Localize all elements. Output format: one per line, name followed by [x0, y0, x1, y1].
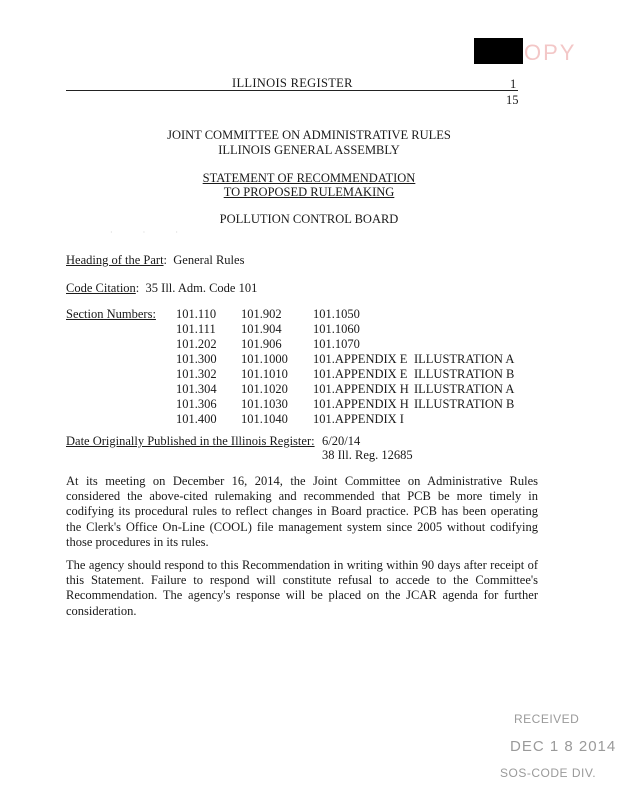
publication-label-wrap [66, 434, 315, 449]
section-cell: ILLUSTRATION B [414, 397, 515, 411]
section-cell: 101.202 [176, 337, 217, 351]
agency-name: POLLUTION CONTROL BOARD [219, 212, 399, 226]
statement-title-line2-wrap [66, 185, 552, 200]
code-citation [66, 281, 257, 296]
section-cell: 101.APPENDIX E [313, 367, 408, 381]
header-rule [66, 90, 518, 91]
section-cell: 101.300 [176, 352, 217, 366]
page-number: 1 [510, 77, 517, 91]
copy-watermark: OPY [524, 40, 577, 65]
section-cell: 101.1010 [241, 367, 288, 381]
section-cell: 101.1000 [241, 352, 288, 366]
assembly-name: ILLINOIS GENERAL ASSEMBLY [218, 143, 400, 157]
section-numbers-table-wrap [176, 307, 534, 427]
colon: : [135, 281, 140, 295]
section-cell: 101.1020 [241, 382, 288, 396]
section-cell: 101.1050 [313, 307, 360, 321]
section-cell: 101.906 [241, 337, 282, 351]
received-stamp-title: RECEIVED [514, 712, 580, 726]
recommendation-paragraph: At its meeting on December 16, 2014, the Joint Committee on Administrative Rules considered the above-cited rulemaking and recommended that PCB be more timely in codifying its procedural rules to reflect changes in Board practice. PCB has been operating the Clerk's Office On-Line (COOL) file management system since 2005 without codifying those procedures in its rules. [66, 474, 538, 549]
statement-title-line2: TO PROPOSED RULEMAKING [223, 185, 395, 199]
statement-title-line1-wrap [66, 171, 552, 186]
section-cell [414, 337, 534, 352]
section-row [176, 307, 534, 322]
committee-name: JOINT COMMITTEE ON ADMINISTRATIVE RULES [167, 128, 451, 142]
section-cell: 101.304 [176, 382, 217, 396]
redaction-block [474, 38, 523, 64]
section-numbers-table [176, 307, 534, 427]
section-cell: 101.306 [176, 397, 217, 411]
section-cell [414, 307, 534, 322]
section-cell: 101.904 [241, 322, 282, 336]
publication-citation: 38 Ill. Reg. 12685 [322, 448, 413, 462]
heading-of-part-value: General Rules [173, 253, 245, 267]
response-paragraph: The agency should respond to this Recommendation in writing within 90 days after receipt of this Statement. Failure to respond will constitute refusal to accede to the Committee's Recommendation. The agency's response will be placed on the JCAR agenda for further consideration. [66, 558, 538, 618]
section-cell: ILLUSTRATION A [414, 382, 515, 396]
section-cell: 101.APPENDIX I [313, 412, 404, 426]
colon: : [163, 253, 168, 267]
section-cell [414, 322, 534, 337]
section-cell: 101.110 [176, 307, 217, 321]
publication-date: 6/20/14 [322, 434, 361, 448]
publication-label: Date Originally Published in the Illinois Register: [66, 434, 315, 448]
section-cell: 101.1060 [313, 322, 360, 336]
section-cell [414, 412, 534, 427]
section-cell: 101.1070 [313, 337, 360, 351]
heading-of-part-label: Heading of the Part [66, 253, 164, 267]
section-cell: ILLUSTRATION A [414, 352, 515, 366]
section-cell: 101.902 [241, 307, 282, 321]
section-row [176, 397, 534, 412]
section-row [176, 337, 534, 352]
scan-specks: · · · [110, 228, 192, 237]
section-cell: 101.302 [176, 367, 217, 381]
section-row [176, 412, 534, 427]
statement-title-line1: STATEMENT OF RECOMMENDATION [202, 171, 416, 185]
section-cell: 101.1040 [241, 412, 288, 426]
section-row [176, 352, 534, 367]
section-cell: ILLUSTRATION B [414, 367, 515, 381]
section-cell: 101.APPENDIX H [313, 382, 409, 396]
heading-of-part [66, 253, 244, 268]
section-row [176, 382, 534, 397]
section-numbers-label: Section Numbers: [66, 307, 156, 321]
section-cell: 101.111 [176, 322, 216, 336]
page-total: 15 [506, 93, 519, 107]
section-cell: 101.APPENDIX E [313, 352, 408, 366]
section-cell: 101.400 [176, 412, 217, 426]
received-stamp-date: DEC 1 8 2014 [510, 738, 617, 755]
code-citation-value: 35 Ill. Adm. Code 101 [145, 281, 258, 295]
section-row [176, 367, 534, 382]
register-title: ILLINOIS REGISTER [232, 76, 353, 90]
section-numbers-label-wrap [66, 307, 156, 322]
section-cell: 101.1030 [241, 397, 288, 411]
section-row [176, 322, 534, 337]
section-cell: 101.APPENDIX H [313, 397, 409, 411]
code-citation-label: Code Citation [66, 281, 136, 295]
received-stamp-division: SOS-CODE DIV. [500, 766, 597, 780]
